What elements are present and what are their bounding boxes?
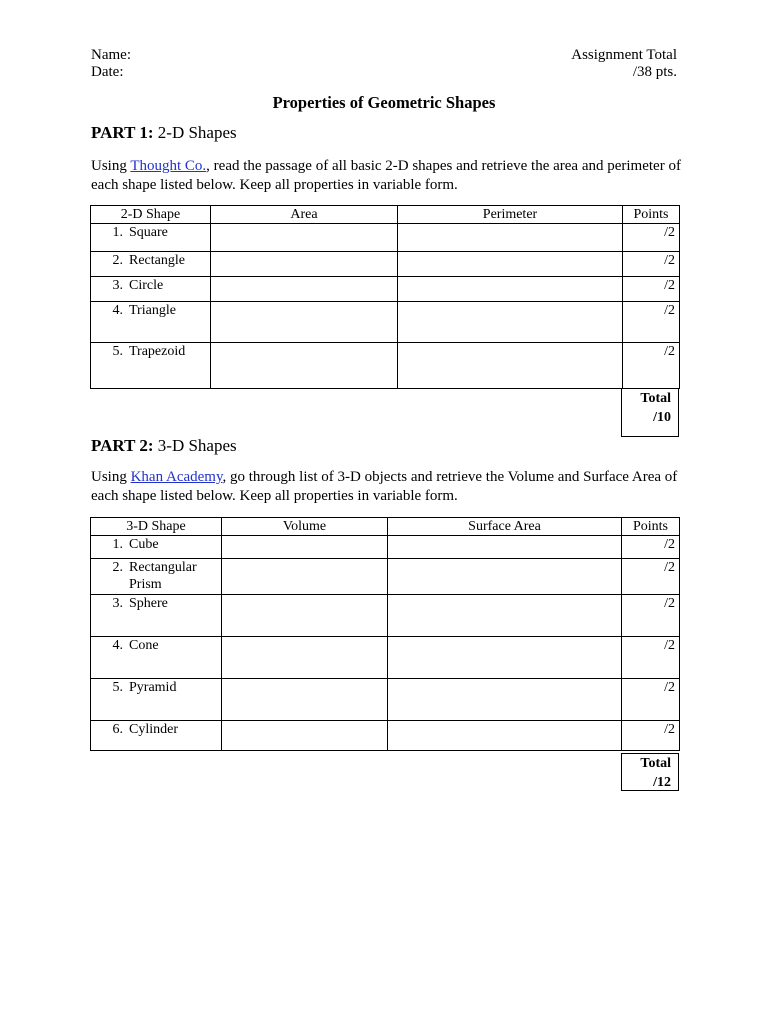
student-info — [91, 47, 131, 81]
shape-cell — [91, 302, 211, 343]
shape-cell — [91, 559, 222, 595]
shape-cell — [91, 721, 222, 751]
part2-heading — [91, 436, 237, 456]
date-label: Date: — [91, 64, 124, 80]
shape-name: Triangle — [129, 303, 176, 318]
perimeter-answer-cell[interactable] — [398, 343, 623, 389]
col-header-shape: 3-D Shape — [91, 518, 222, 536]
perimeter-answer-cell[interactable] — [398, 277, 623, 302]
volume-answer-cell[interactable] — [222, 536, 388, 559]
col-header-surface-area: Surface Area — [388, 518, 622, 536]
shape-cell — [91, 595, 222, 637]
shape-cell — [91, 343, 211, 389]
surface-area-answer-cell[interactable] — [388, 536, 622, 559]
col-header-shape: 2-D Shape — [91, 206, 211, 224]
shape-name: Cube — [129, 537, 159, 552]
col-header-perimeter: Perimeter — [398, 206, 623, 224]
part2-total-box — [621, 753, 679, 791]
points-cell: /2 — [622, 536, 680, 559]
part1-intro — [91, 157, 681, 194]
area-answer-cell[interactable] — [211, 343, 398, 389]
assignment-total — [571, 47, 677, 81]
shape-name: Circle — [129, 278, 164, 293]
points-cell: /2 — [623, 252, 680, 277]
volume-answer-cell[interactable] — [222, 721, 388, 751]
thought-co-link[interactable]: Thought Co. — [130, 158, 207, 174]
surface-area-answer-cell[interactable] — [388, 559, 622, 595]
table-row — [91, 536, 680, 559]
points-cell: /2 — [623, 302, 680, 343]
col-header-volume: Volume — [222, 518, 388, 536]
part1-heading — [91, 123, 237, 143]
table-header-row — [91, 206, 680, 224]
part2-intro — [91, 468, 681, 505]
shapes-2d-table — [90, 205, 680, 389]
surface-area-answer-cell[interactable] — [388, 721, 622, 751]
shapes-3d-table — [90, 517, 680, 751]
row-number: 2. — [112, 560, 123, 575]
col-header-points: Points — [622, 518, 680, 536]
row-number: 6. — [112, 722, 123, 737]
part1-total-box — [621, 388, 679, 437]
shape-name-line2: Prism — [129, 577, 162, 592]
shape-cell — [91, 252, 211, 277]
table-row — [91, 721, 680, 751]
table-row — [91, 559, 680, 595]
shape-cell — [91, 536, 222, 559]
shape-cell — [91, 637, 222, 679]
perimeter-answer-cell[interactable] — [398, 252, 623, 277]
shape-name: Rectangular — [129, 560, 197, 575]
shape-cell — [91, 679, 222, 721]
points-cell: /2 — [623, 343, 680, 389]
area-answer-cell[interactable] — [211, 224, 398, 252]
shape-name: Rectangle — [129, 253, 185, 268]
volume-answer-cell[interactable] — [222, 637, 388, 679]
shape-name: Cylinder — [129, 722, 178, 737]
volume-answer-cell[interactable] — [222, 679, 388, 721]
points-cell: /2 — [622, 679, 680, 721]
area-answer-cell[interactable] — [211, 252, 398, 277]
shape-name: Square — [129, 225, 168, 240]
points-cell: /2 — [623, 277, 680, 302]
area-answer-cell[interactable] — [211, 277, 398, 302]
perimeter-answer-cell[interactable] — [398, 224, 623, 252]
table-row — [91, 679, 680, 721]
volume-answer-cell[interactable] — [222, 595, 388, 637]
table-row — [91, 343, 680, 389]
row-number: 4. — [112, 303, 123, 318]
area-answer-cell[interactable] — [211, 302, 398, 343]
volume-answer-cell[interactable] — [222, 559, 388, 595]
row-number: 1. — [112, 225, 123, 240]
table-row — [91, 277, 680, 302]
table-row — [91, 637, 680, 679]
table-header-row — [91, 518, 680, 536]
surface-area-answer-cell[interactable] — [388, 637, 622, 679]
points-cell: /2 — [622, 637, 680, 679]
assignment-total-label: Assignment Total — [571, 47, 677, 63]
part2-intro-end: , go through list of 3-D objects and retrieve the Volume and Surface Area of each shape listed below. Keep all properties in variable form. — [91, 469, 678, 504]
shape-cell — [91, 277, 211, 302]
part1-intro-end: , read the passage of all basic 2-D shapes and retrieve the area and perimeter of each shape listed below. Keep all properties in variable form. — [91, 158, 681, 193]
assignment-total-value: /38 pts. — [632, 64, 677, 80]
part2-heading-text: 3-D Shapes — [153, 436, 237, 455]
part2-total-label: Total — [640, 756, 671, 771]
part1-total-value: /10 — [653, 410, 671, 425]
shape-cell — [91, 224, 211, 252]
shape-name: Pyramid — [129, 680, 177, 695]
part2-total-value: /12 — [653, 775, 671, 790]
name-label: Name: — [91, 47, 131, 63]
col-header-area: Area — [211, 206, 398, 224]
col-header-points: Points — [623, 206, 680, 224]
part2-heading-label: PART 2: — [91, 436, 154, 455]
points-cell: /2 — [622, 721, 680, 751]
table-row — [91, 595, 680, 637]
points-cell: /2 — [623, 224, 680, 252]
shape-name: Cone — [129, 638, 159, 653]
page-title: Properties of Geometric Shapes — [272, 93, 496, 112]
perimeter-answer-cell[interactable] — [398, 302, 623, 343]
shape-name: Sphere — [129, 596, 168, 611]
shape-name: Trapezoid — [129, 344, 186, 359]
row-number: 3. — [112, 596, 123, 611]
surface-area-answer-cell[interactable] — [388, 595, 622, 637]
points-cell: /2 — [622, 595, 680, 637]
part2-intro-start: Using — [91, 469, 131, 485]
table-row — [91, 224, 680, 252]
row-number: 2. — [112, 253, 123, 268]
row-number: 5. — [112, 680, 123, 695]
row-number: 5. — [112, 344, 123, 359]
table-row — [91, 252, 680, 277]
row-number: 1. — [112, 537, 123, 552]
khan-academy-link[interactable]: Khan Academy — [130, 469, 223, 485]
points-cell: /2 — [622, 559, 680, 595]
table-row — [91, 302, 680, 343]
part1-intro-start: Using — [91, 158, 131, 174]
row-number: 4. — [112, 638, 123, 653]
row-number: 3. — [112, 278, 123, 293]
surface-area-answer-cell[interactable] — [388, 679, 622, 721]
part1-heading-text: 2-D Shapes — [153, 123, 237, 142]
part1-total-label: Total — [640, 391, 671, 406]
part1-heading-label: PART 1: — [91, 123, 154, 142]
